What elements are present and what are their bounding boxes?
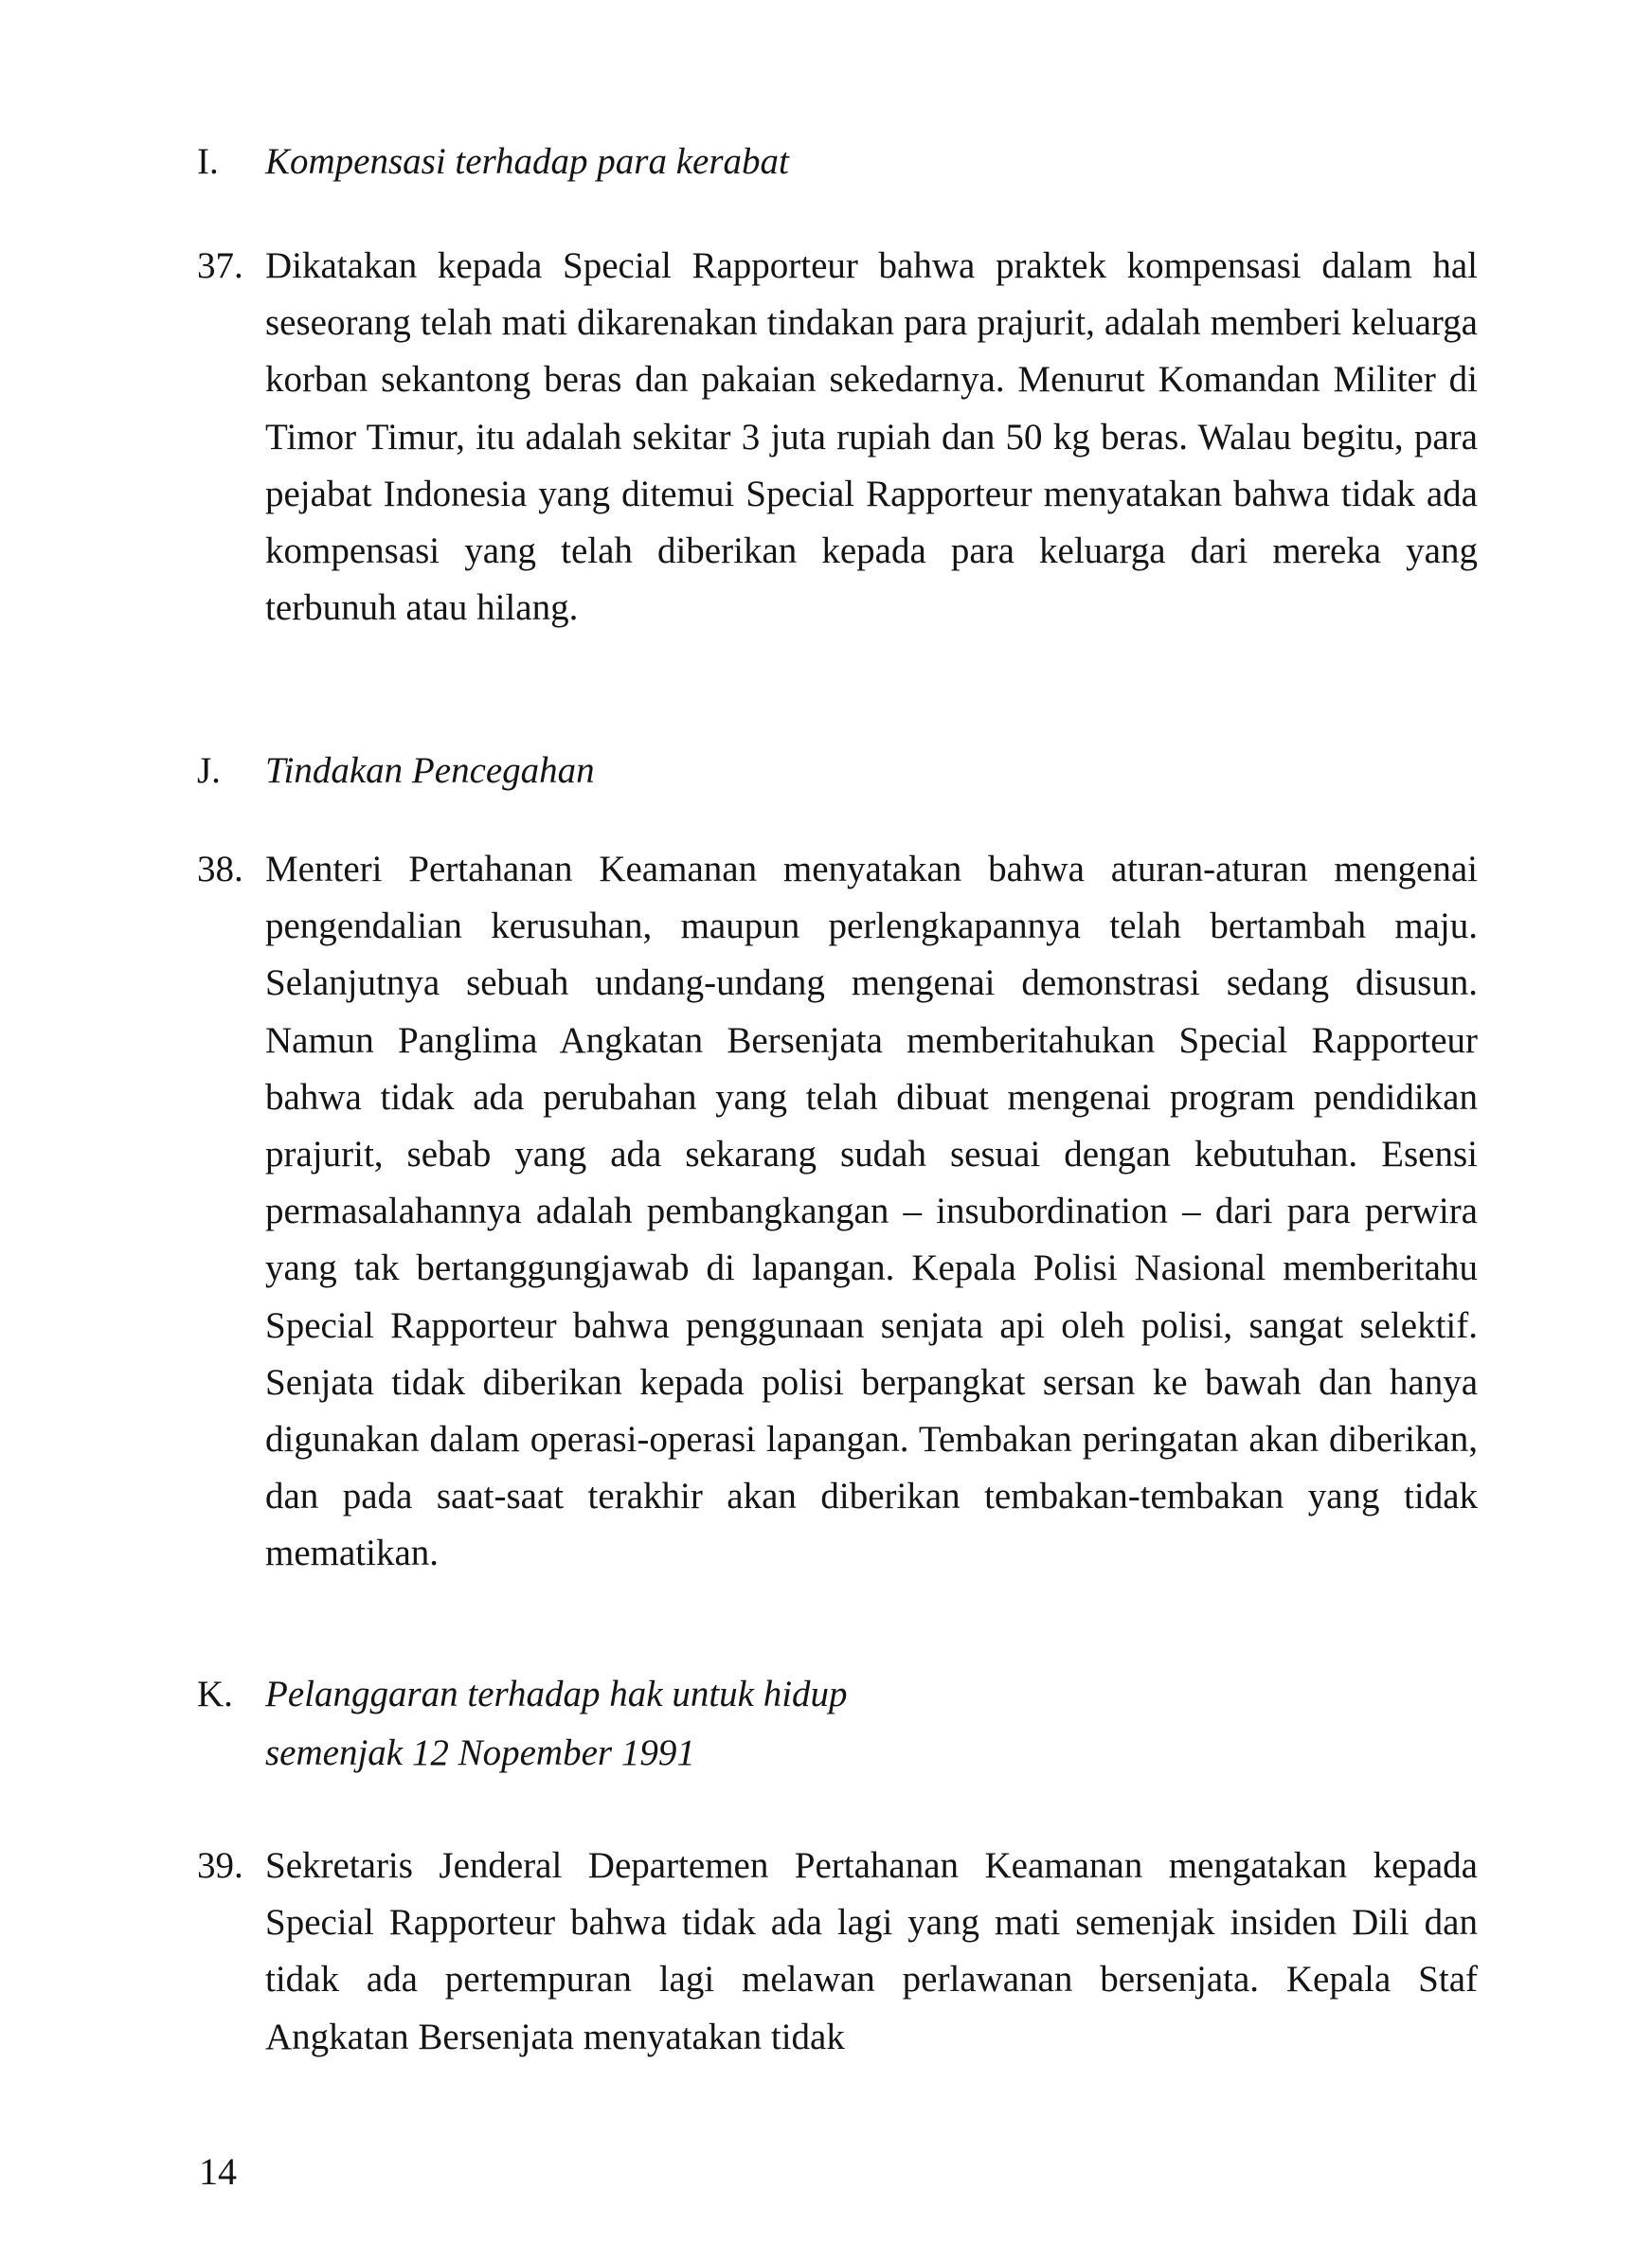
paragraph-number: 39.: [197, 1845, 243, 1886]
section-title-line2: semenjak 12 Nopember 1991: [265, 1732, 695, 1773]
section-heading-k: [197, 1665, 848, 1783]
section-letter: I.: [197, 141, 219, 182]
paragraph-39: [197, 1838, 1478, 2066]
paragraph-number: 38.: [197, 849, 243, 889]
paragraph-text: Dikatakan kepada Special Rapporteur bahwa praktek kompensasi dalam hal seseorang telah mati dikarenakan tindakan para prajurit, adalah memberi keluarga korban sekantong beras dan pakaian sekedarnya. Menurut Komandan Militer di Timor Timur, itu adalah sekitar 3 juta rupiah dan 50 kg beras. Walau begitu, para pejabat Indonesia yang ditemui Special Rapporteur menyatakan bahwa tidak ada kompensasi yang telah diberikan kepada para keluarga dari mereka yang terbunuh atau hilang.: [265, 245, 1478, 629]
section-heading-j: [197, 742, 595, 800]
paragraph-38: [197, 841, 1478, 1583]
paragraph-number: 37.: [197, 245, 243, 286]
paragraph-text: Menteri Pertahanan Keamanan menyatakan bahwa aturan-aturan mengenai pengendalian kerusuhan, maupun perlengkapannya telah bertambah maju. Selanjutnya sebuah undang-undang mengenai demonstrasi sedang disusun. Namun Panglima Angkatan Bersenjata memberitahukan Special Rapporteur bahwa tidak ada perubahan yang telah dibuat mengenai program pendidikan prajurit, sebab yang ada sekarang sudah sesuai dengan kebutuhan. Esensi permasalahannya adalah pembangkangan – insubordination – dari para perwira yang tak bertanggungjawab di lapangan. Kepala Polisi Nasional memberitahu Special Rapporteur bahwa penggunaan senjata api oleh polisi, sangat selektif. Senjata tidak diberikan kepada polisi berpangkat sersan ke bawah dan hanya digunakan dalam operasi-operasi lapangan. Tembakan peringatan akan diberikan, dan pada saat-saat terakhir akan diberikan tembakan-tembakan yang tidak mematikan.: [265, 849, 1478, 1574]
paragraph-text: Sekretaris Jenderal Departemen Pertahanan Keamanan mengatakan kepada Special Rapporteur bahwa tidak ada lagi yang mati semenjak insiden Dili dan tidak ada pertempuran lagi melawan perlawanan bersenjata. Kepala Staf Angkatan Bersenjata menyatakan tidak: [265, 1845, 1478, 2057]
section-title: Pelanggaran terhadap hak untuk hidup: [265, 1674, 848, 1714]
section-letter: K.: [197, 1674, 233, 1714]
section-heading-i: [197, 133, 789, 191]
section-letter: J.: [197, 750, 221, 791]
paragraph-37: [197, 238, 1478, 637]
section-title: Kompensasi terhadap para kerabat: [265, 141, 789, 182]
section-title: Tindakan Pencegahan: [265, 750, 595, 791]
page-number: 14: [199, 2150, 237, 2193]
